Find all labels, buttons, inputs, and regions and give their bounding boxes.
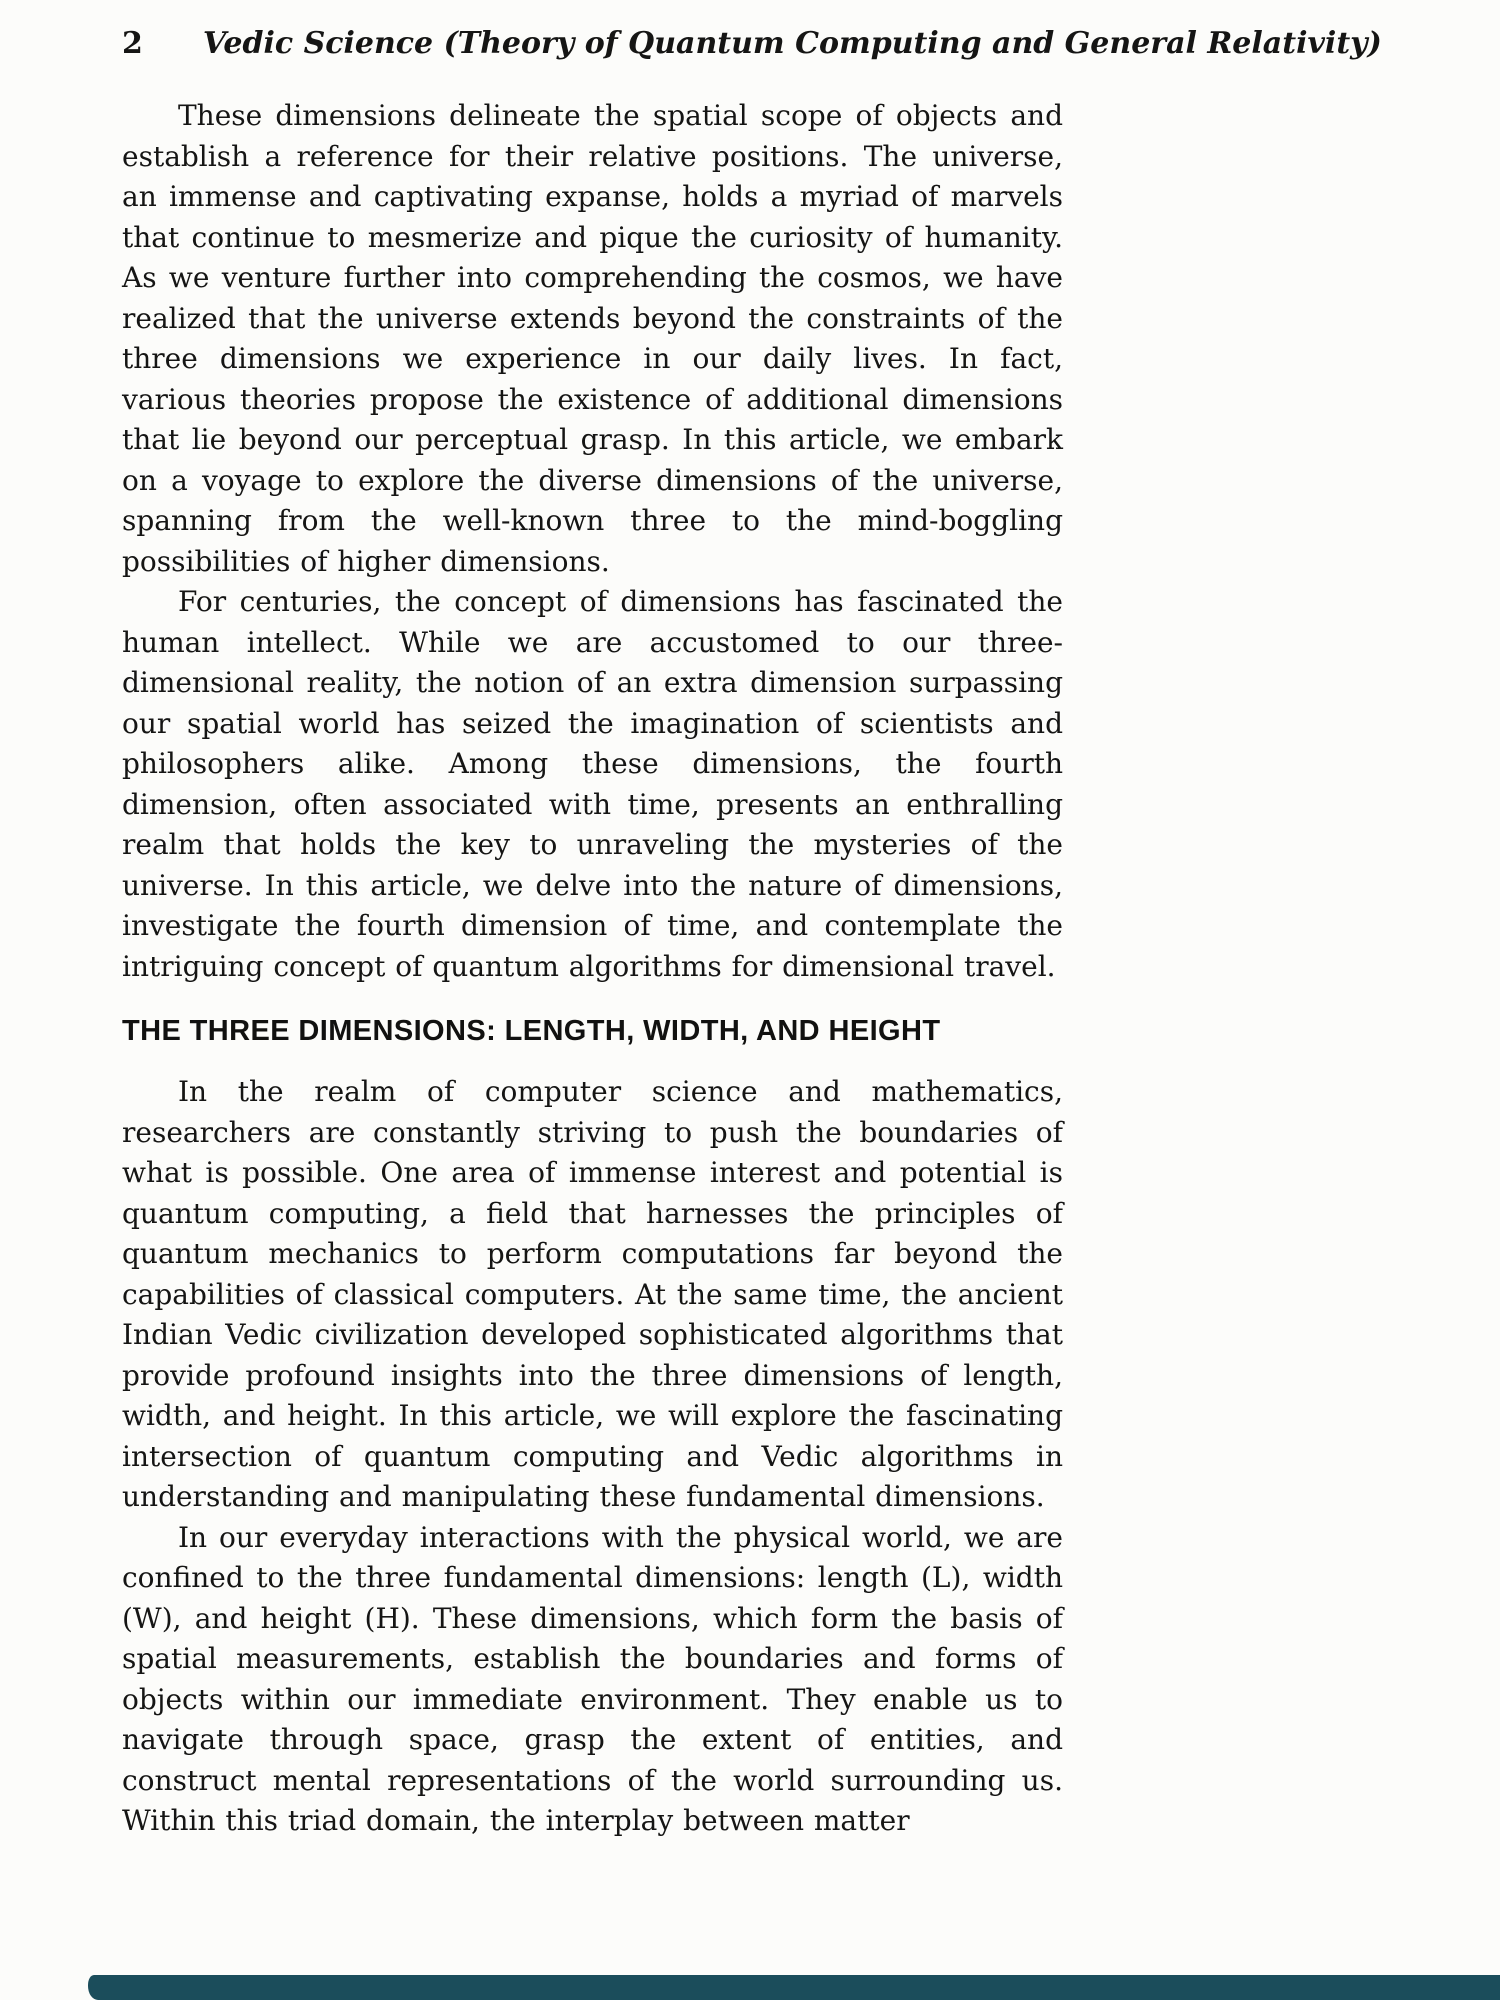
paragraph-computer-science: In the realm of computer science and mathematics, researchers are constantly striving to push the boundaries of what is possible. One area of immense interest and potential is quantum computing, a field that harnesses the principles of quantum mechanics to perform computations far beyond the capabilities of classical computers. At the same time, the ancient Indian Vedic civilization developed sophisticated algorithms that provide profound insights into the three dimensions of length, width, and height. In this article, we will explore the fascinating intersection of quantum computing and Vedic algorithms in understanding and manipulating these fundamental dimensions. xyxy=(122,1075,1063,1513)
page-number: 2 xyxy=(122,26,143,61)
running-head xyxy=(122,26,1382,62)
paragraph-intro-dimensions: These dimensions delineate the spatial scope of objects and establish a reference for their relative positions. The universe, an immense and captivating expanse, holds a myriad of marvels that continue to mesmerize and pique the curiosity of humanity. As we venture further into comprehending the cosmos, we have realized that the universe extends beyond the constraints of the three dimensions we experience in our daily lives. In fact, various theories propose the existence of additional dimensions that lie beyond our perceptual grasp. In this article, we embark on a voyage to explore the diverse dimensions of the universe, spanning from the well-known three to the mind-boggling possibilities of higher dimensions. xyxy=(122,99,1063,578)
page-body xyxy=(122,96,1063,1842)
paragraph-centuries-concept: For centuries, the concept of dimensions has fascinated the human intellect. While we are accustomed to our three-dimensional reality, the notion of an extra dimension surpassing our spatial world has seized the imagination of scientists and philosophers alike. Among these dimensions, the fourth dimension, often associated with time, presents an enthralling realm that holds the key to unraveling the mysteries of the universe. In this article, we delve into the nature of dimensions, investigate the fourth dimension of time, and contemplate the intriguing concept of quantum algorithms for dimensional travel. xyxy=(122,585,1063,983)
section-heading-three-dimensions: THE THREE DIMENSIONS: LENGTH, WIDTH, AND HEIGHT xyxy=(122,1015,941,1047)
running-title: Vedic Science (Theory of Quantum Computing and General Relativity) xyxy=(202,26,1382,61)
paragraph-everyday-interactions: In our everyday interactions with the physical world, we are confined to the three fundamental dimensions: length (L), width (W), and height (H). These dimensions, which form the basis of spatial measurements, establish the boundaries and forms of objects within our immediate environment. They enable us to navigate through space, grasp the extent of entities, and construct mental representations of the world surrounding us. Within this triad domain, the interplay between matter xyxy=(122,1520,1063,1837)
page-bottom-scan-edge xyxy=(88,1975,1500,2000)
book-page xyxy=(122,26,1382,1842)
